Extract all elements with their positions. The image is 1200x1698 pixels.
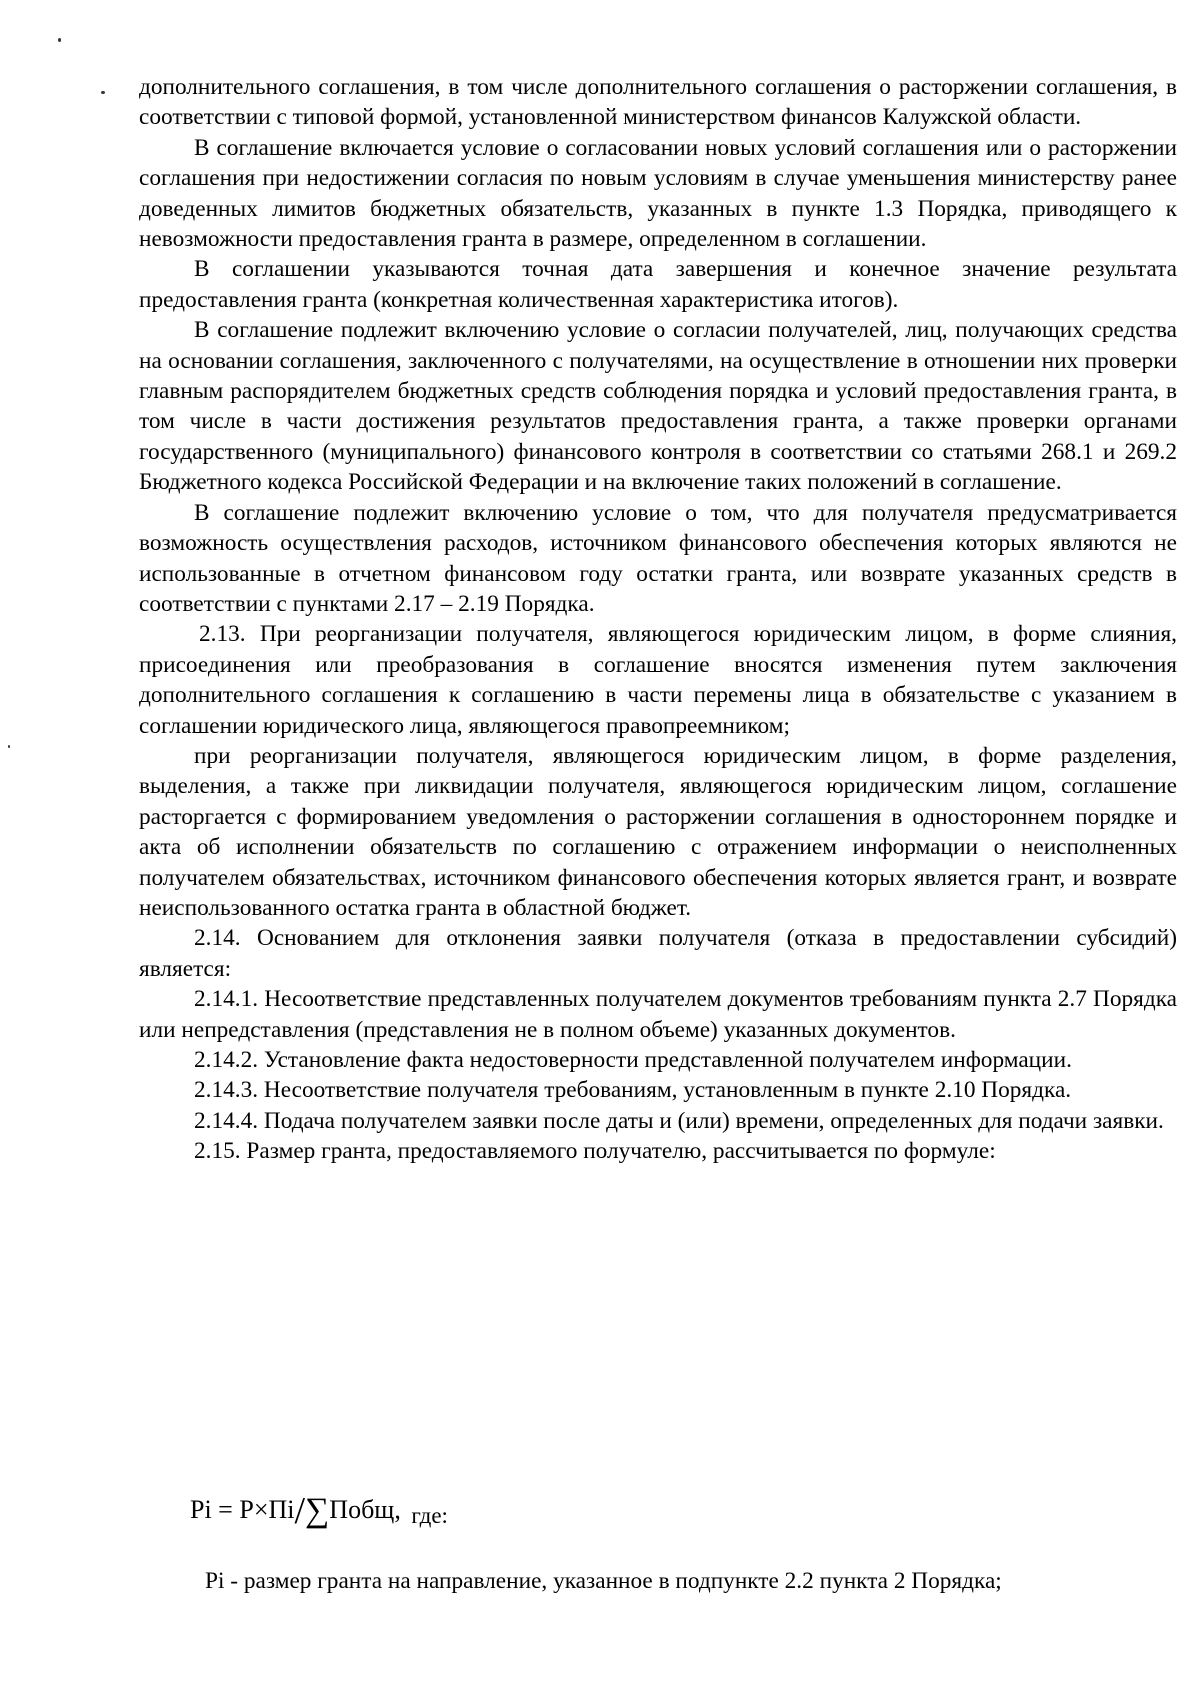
paragraph: В соглашение подлежит включению условие о том, что для получателя предусматривается возможность осуществления расходов, источником финансового обеспечения которых являются не использованные в отчетном финансовом году остатки гранта, или возврате указанных средств в соответствии с пунктами 2.17 – 2.19 Порядка. [139, 499, 1177, 617]
formula-definition: Pi - размер гранта на направление, указанное в подпункте 2.2 пункта 2 Порядка; [205, 1568, 1002, 1594]
paragraph: 2.15. Размер гранта, предоставляемого получателю, рассчитывается по формуле: [194, 1138, 996, 1165]
paragraph: при реорганизации получателя, являющегося юридическим лицом, в форме разделения, выделения, а также при ликвидации получателя, являющегося юридическим лицом, соглашение расторгается с формированием уведомления о расторжении соглашения в одностороннем порядке и акта об исполнении обязательств по соглашению с отражением информации о неисполненных получателем обязательствах, источником финансового обеспечения которых является грант, и возврате неиспользованного остатка гранта в областной бюджет. [139, 742, 1177, 921]
paragraph: 2.14. Основанием для отклонения заявки получателя (отказа в предоставлении субсидий) является: [139, 925, 1177, 982]
formula-where: где: [411, 1503, 448, 1528]
formula-times: × [253, 1495, 269, 1524]
sigma-icon: ∑ [305, 1492, 330, 1529]
scan-speck [101, 91, 105, 94]
formula-pi: Пi [268, 1495, 295, 1524]
paragraph: В соглашение подлежит включению условие о согласии получателей, лиц, получающих средства на основании соглашения, заключенного с получателями, на осуществление в отношении них проверки главным распорядителем бюджетных средств соблюдения порядка и условий предоставления гранта, в том числе в части достижения результатов предоставления гранта, а также проверки органами государственного (муниципального) финансового контроля в соответствии со статьями 268.1 и 269.2 Бюджетного кодекса Российской Федерации и на включение таких положений в соглашение. [139, 317, 1177, 496]
scan-speck [58, 38, 61, 42]
paragraph: 2.13. При реорганизации получателя, являющегося юридическим лицом, в форме слияния, присоединения или преобразования в соглашение вносятся изменения путем заключения дополнительного соглашения к соглашению в части перемены лица в обязательстве с указанием в соглашении юридического лица, являющегося правопреемником; [139, 621, 1177, 739]
formula-slash: / [294, 1490, 306, 1532]
body-text [139, 72, 1177, 1167]
paragraph: дополнительного соглашения, в том числе дополнительного соглашения о расторжении соглашения, в соответствии с типовой формой, установленной министерством финансов Калужской области. [139, 74, 1177, 131]
scan-speck [8, 745, 10, 748]
paragraph: 2.14.4. Подача получателем заявки после даты и (или) времени, определенных для подачи заявки. [194, 1107, 1164, 1134]
paragraph: 2.14.3. Несоответствие получателя требованиям, установленным в пункте 2.10 Порядка. [194, 1077, 1072, 1104]
formula-total: Побщ, [329, 1495, 401, 1524]
paragraph: 2.14.1. Несоответствие представленных получателем документов требованиям пункта 2.7 Порядка или непредставления (представления не в полном объеме) указанных документов. [139, 986, 1177, 1043]
grant-formula [190, 1490, 448, 1536]
paragraph: В соглашении указываются точная дата завершения и конечное значение результата предоставления гранта (конкретная количественная характеристика итогов). [139, 256, 1177, 313]
formula-lhs: Pi = P [190, 1495, 254, 1524]
paragraph: 2.14.2. Установление факта недостоверности представленной получателем информации. [194, 1047, 1072, 1073]
paragraph: В соглашение включается условие о согласовании новых условий соглашения или о расторжении соглашения при недостижении согласия по новым условиям в случае уменьшения министерству ранее доведенных лимитов бюджетных обязательств, указанных в пункте 1.3 Порядка, приводящего к невозможности предоставления гранта в размере, определенном в соглашении. [139, 134, 1177, 253]
